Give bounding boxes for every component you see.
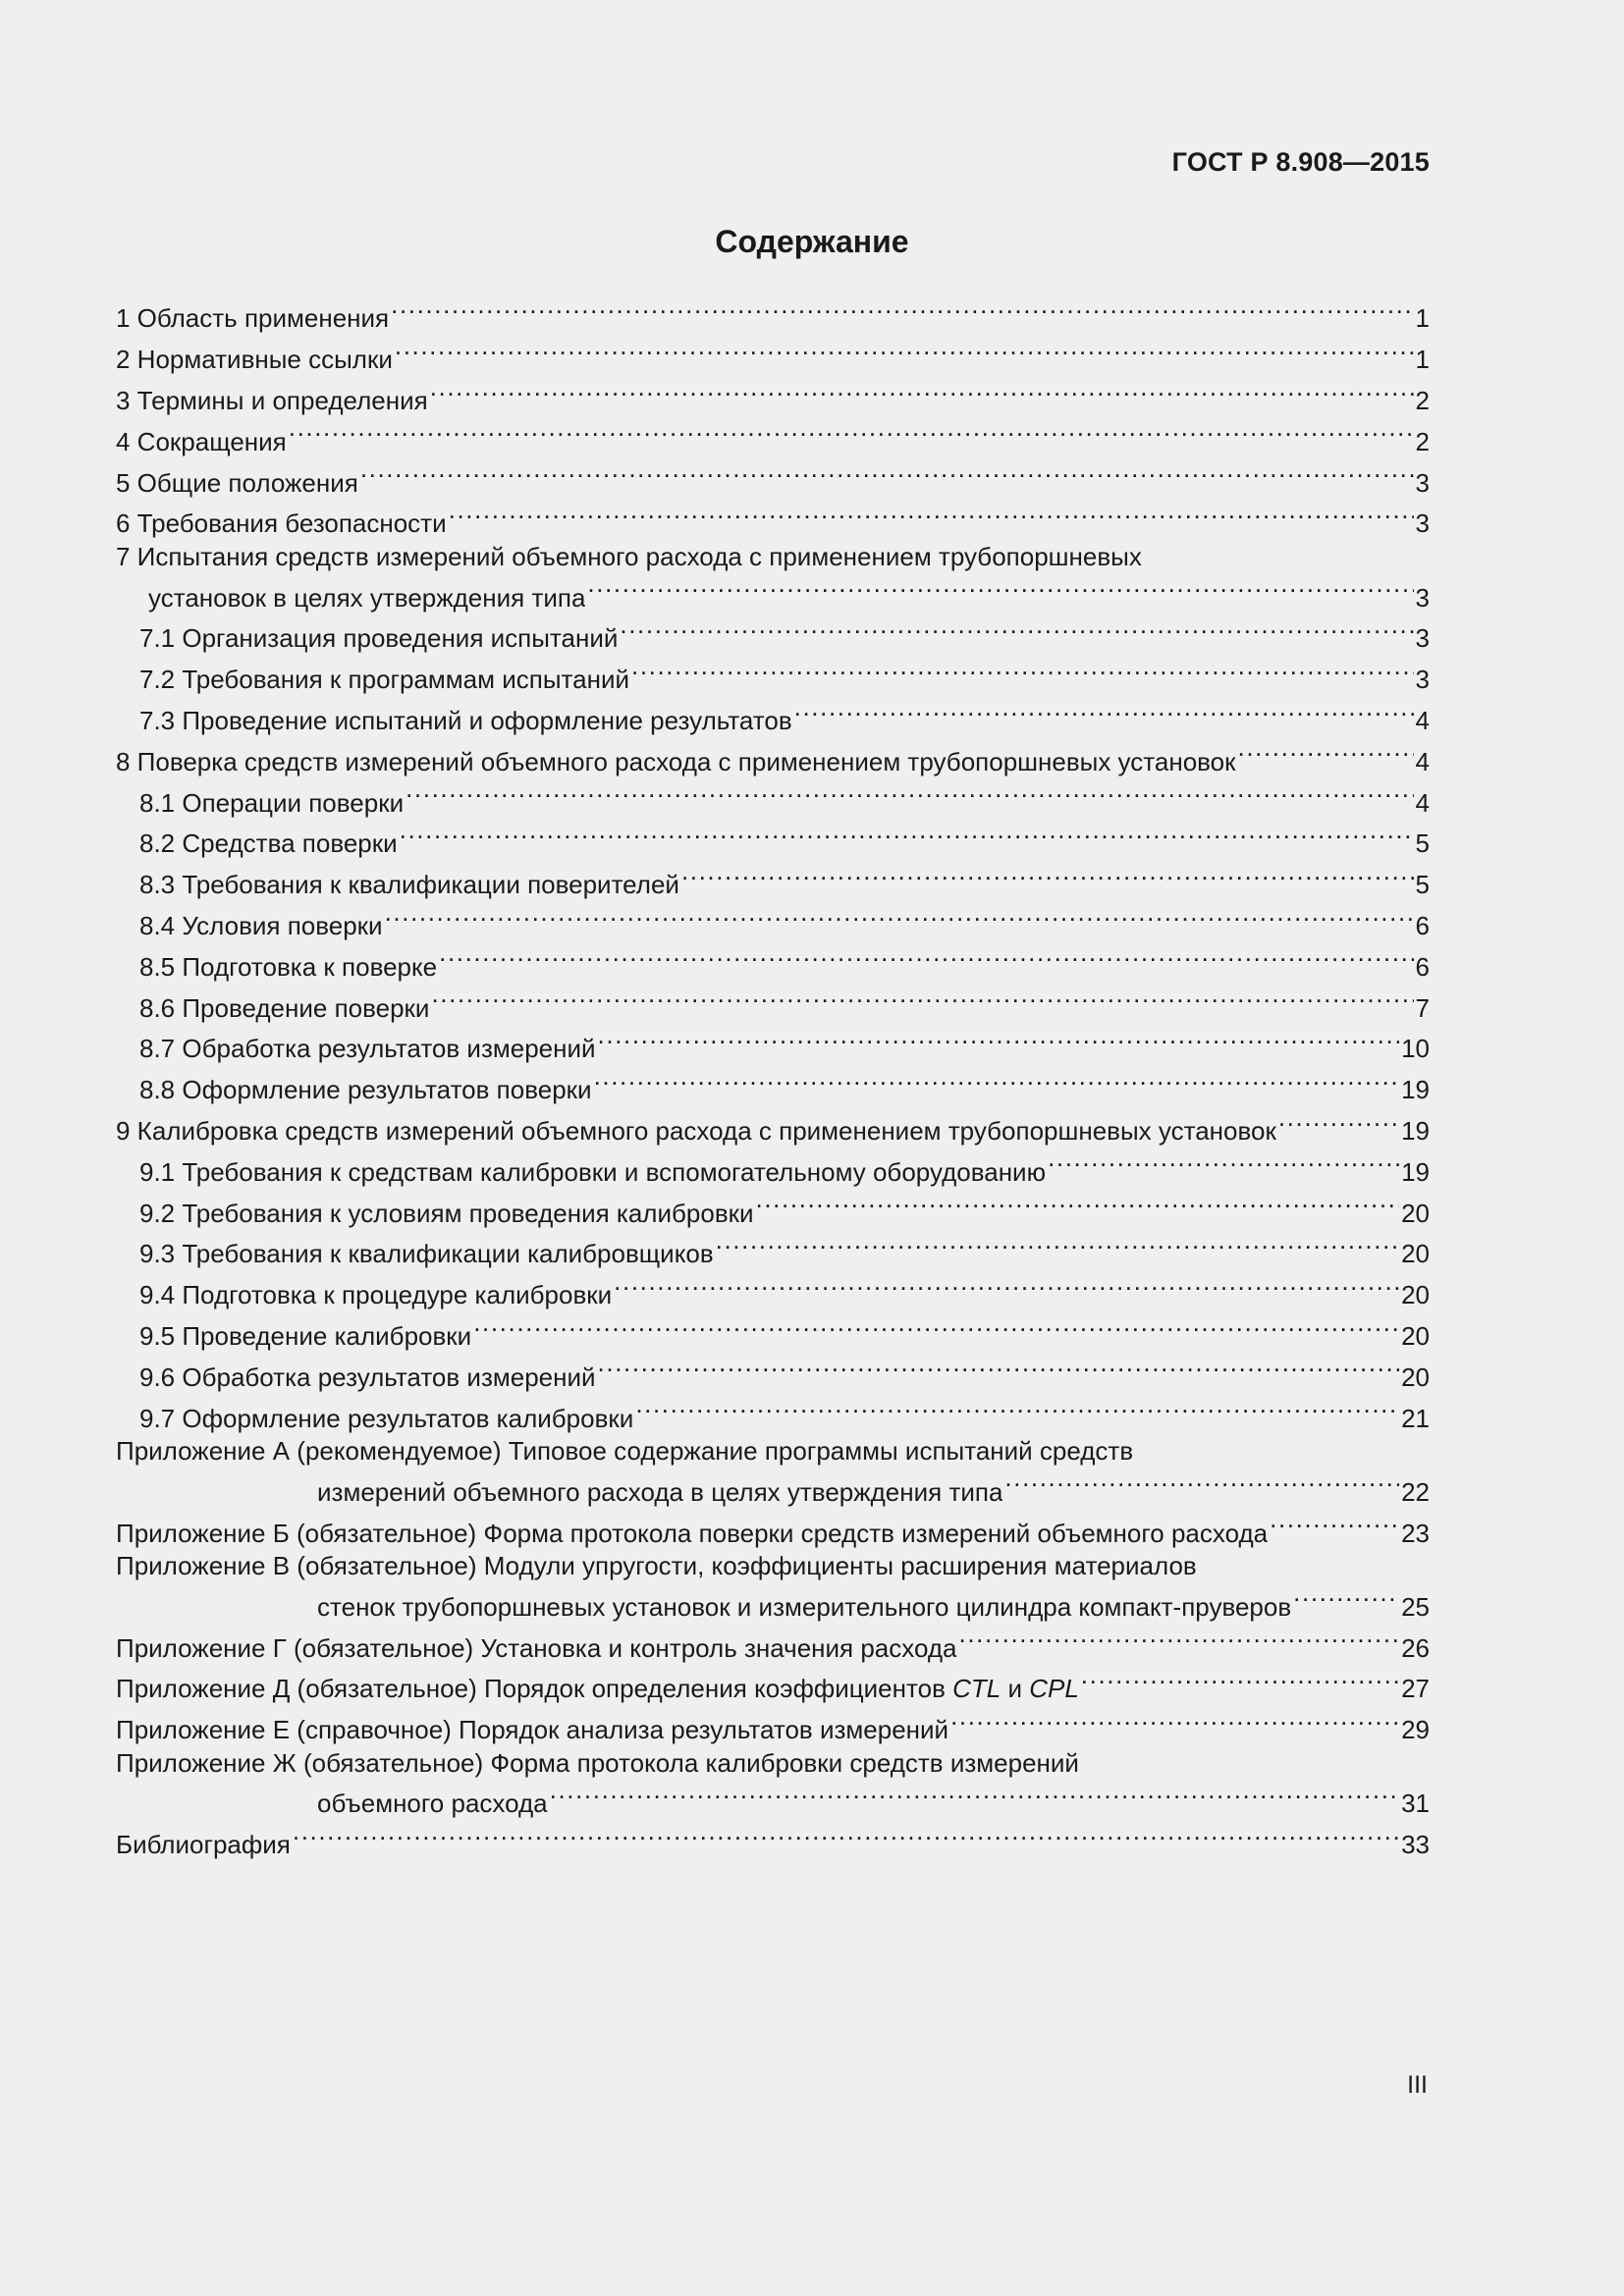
toc-page-number: 1 xyxy=(1415,345,1430,375)
toc-page-number: 20 xyxy=(1401,1239,1430,1269)
toc-entry-first-line[interactable]: Приложение В (обязательное) Модули упругости, коэффициенты расширения материалов xyxy=(116,1550,1197,1580)
toc-page-number: 7 xyxy=(1415,992,1430,1023)
dot-leader xyxy=(612,1271,1399,1304)
dot-leader xyxy=(291,1821,1399,1853)
toc-entry[interactable]: Приложение Е (справочное) Порядок анализа результатов измерений ..... 29 xyxy=(116,1706,1430,1747)
toc-entry[interactable]: 9.2 Требования к условиям проведения калибровки ..... 20 xyxy=(116,1189,1430,1230)
toc-entry[interactable]: 8.7 Обработка результатов измерений ..... 10 xyxy=(116,1025,1430,1066)
toc-entry[interactable]: установок в целях утверждения типа ..... 3 xyxy=(116,573,1430,614)
dot-leader xyxy=(792,697,1414,729)
toc-entry[interactable]: 3 Термины и определения ..... 2 xyxy=(116,377,1430,418)
dot-leader xyxy=(596,1025,1400,1057)
toc-entry[interactable]: 9.6 Обработка результатов измерений ..... 20 xyxy=(116,1353,1430,1394)
dot-leader xyxy=(1046,1148,1399,1180)
toc-entry[interactable]: 7.3 Проведение испытаний и оформление результатов ..... 4 xyxy=(116,697,1430,738)
toc-entry[interactable]: 2 Нормативные ссылки ..... 1 xyxy=(116,336,1430,377)
toc-entry[interactable]: 7.1 Организация проведения испытаний ..... 3 xyxy=(116,614,1430,656)
dot-leader xyxy=(1002,1468,1399,1500)
dot-leader xyxy=(428,377,1414,409)
toc-entry[interactable]: 8.3 Требования к квалификации поверителей ..... 5 xyxy=(116,861,1430,902)
toc-page-number: 6 xyxy=(1415,910,1430,940)
toc-entry-first-line[interactable]: Приложение А (рекомендуемое) Типовое содержание программы испытаний средств xyxy=(116,1435,1134,1466)
dot-leader xyxy=(393,336,1414,368)
toc-page-number: 19 xyxy=(1401,1075,1430,1105)
dot-leader xyxy=(447,500,1414,532)
dot-leader xyxy=(957,1624,1400,1656)
toc-page-number: 3 xyxy=(1415,508,1430,539)
dot-leader xyxy=(618,614,1413,647)
dot-leader xyxy=(1079,1665,1399,1697)
toc-entry[interactable]: 8.4 Условия поверки ..... 6 xyxy=(116,902,1430,943)
toc-page-number: 4 xyxy=(1415,705,1430,735)
dot-leader xyxy=(548,1780,1399,1812)
dot-leader xyxy=(1268,1509,1399,1541)
dot-leader xyxy=(358,458,1414,491)
dot-leader xyxy=(1236,737,1414,770)
toc-title: Содержание xyxy=(715,224,909,259)
toc-entry[interactable]: объемного расхода ..... 31 xyxy=(116,1780,1430,1821)
toc-page-number: 20 xyxy=(1401,1362,1430,1392)
toc-entry[interactable]: 8.8 Оформление результатов поверки ..... 19 xyxy=(116,1066,1430,1107)
toc-page-number: 26 xyxy=(1401,1632,1430,1663)
dot-leader xyxy=(592,1066,1400,1098)
toc-entry[interactable]: 9.3 Требования к квалификации калибровщиков ..... 20 xyxy=(116,1230,1430,1271)
toc-entry-first-line[interactable]: 7 Испытания средств измерений объемного расхода с применением трубопоршневых xyxy=(116,541,1142,571)
toc-page-number: 31 xyxy=(1401,1789,1430,1819)
dot-leader xyxy=(1276,1107,1399,1140)
dot-leader xyxy=(714,1230,1399,1262)
dot-leader xyxy=(679,861,1414,893)
toc-entry[interactable]: стенок трубопоршневых установок и измерительного цилиндра компакт-пруверов ..... 25 xyxy=(116,1582,1430,1624)
dot-leader xyxy=(1291,1582,1399,1615)
toc-page-number: 10 xyxy=(1401,1034,1430,1064)
toc-entry[interactable]: 7.2 Требования к программам испытаний ..... 3 xyxy=(116,656,1430,697)
document-code: ГОСТ Р 8.908—2015 xyxy=(1171,147,1430,177)
toc-entry[interactable]: 6 Требования безопасности ..... 3 xyxy=(116,500,1430,541)
toc-page-number: 19 xyxy=(1401,1115,1430,1146)
page-number: III xyxy=(1407,2071,1428,2099)
toc-page-number: 21 xyxy=(1401,1403,1430,1433)
toc-entry[interactable]: 8.2 Средства поверки ..... 5 xyxy=(116,820,1430,861)
toc-entry[interactable]: 9.1 Требования к средствам калибровки и вспомогательному оборудованию ..... 19 xyxy=(116,1148,1430,1189)
toc-entry[interactable]: 9 Калибровка средств измерений объемного расхода с применением трубопоршневых установок ..... 19 xyxy=(116,1107,1430,1148)
dot-leader xyxy=(398,820,1414,852)
dot-leader xyxy=(596,1353,1400,1385)
toc-page-number: 19 xyxy=(1401,1156,1430,1187)
toc-page-number: 4 xyxy=(1415,746,1430,776)
toc-page-number: 1 xyxy=(1415,303,1430,334)
dot-leader xyxy=(633,1394,1399,1426)
toc-page-number: 3 xyxy=(1415,665,1430,695)
toc-page-number: 3 xyxy=(1415,623,1430,654)
toc-entry[interactable]: 8.5 Подготовка к поверке ..... 6 xyxy=(116,942,1430,984)
toc-entry[interactable]: 9.4 Подготовка к процедуре калибровки ..... 20 xyxy=(116,1271,1430,1312)
toc-entry-first-line[interactable]: Приложение Ж (обязательное) Форма протокола калибровки средств измерений xyxy=(116,1747,1079,1778)
toc-page-number: 5 xyxy=(1415,828,1430,859)
table-of-contents xyxy=(116,294,1430,1862)
toc-entry[interactable]: 5 Общие положения ..... 3 xyxy=(116,458,1430,500)
toc-page-number: 22 xyxy=(1401,1476,1430,1507)
toc-entry[interactable]: 9.5 Проведение калибровки ..... 20 xyxy=(116,1312,1430,1354)
dot-leader xyxy=(754,1189,1400,1221)
toc-page-number: 20 xyxy=(1401,1320,1430,1351)
toc-page-number: 3 xyxy=(1415,467,1430,498)
toc-page-number: 3 xyxy=(1415,582,1430,613)
toc-entry[interactable]: Приложение Г (обязательное) Установка и контроль значения расхода ..... 26 xyxy=(116,1624,1430,1665)
toc-entry[interactable]: 8.1 Операции поверки ..... 4 xyxy=(116,778,1430,820)
toc-page-number: 5 xyxy=(1415,870,1430,900)
dot-leader xyxy=(383,902,1414,934)
toc-page-number: 25 xyxy=(1401,1591,1430,1622)
dot-leader xyxy=(585,573,1413,606)
dot-leader xyxy=(287,417,1414,450)
dot-leader xyxy=(429,984,1413,1016)
toc-entry[interactable]: 1 Область применения ..... 1 xyxy=(116,294,1430,336)
toc-entry[interactable]: Приложение Д (обязательное) Порядок определения коэффициентов CTL и CPL ..... 27 xyxy=(116,1665,1430,1706)
toc-entry[interactable]: Приложение Б (обязательное) Форма протокола поверки средств измерений объемного расхода ..... 23 xyxy=(116,1509,1430,1550)
dot-leader xyxy=(948,1706,1399,1738)
toc-page-number: 23 xyxy=(1401,1518,1430,1548)
toc-page-number: 29 xyxy=(1401,1715,1430,1745)
dot-leader xyxy=(437,942,1413,975)
toc-page-number: 4 xyxy=(1415,787,1430,818)
dot-leader xyxy=(389,294,1413,327)
toc-entry[interactable]: Библиография ..... 33 xyxy=(116,1821,1430,1862)
toc-entry[interactable]: 4 Сокращения ..... 2 xyxy=(116,417,1430,458)
toc-entry[interactable]: 8.6 Проведение поверки ..... 7 xyxy=(116,984,1430,1025)
toc-page-number: 27 xyxy=(1401,1674,1430,1704)
abbr-cpl: CPL xyxy=(1029,1674,1079,1704)
toc-page-number: 33 xyxy=(1401,1830,1430,1860)
toc-entry[interactable]: 9.7 Оформление результатов калибровки ..... 21 xyxy=(116,1394,1430,1435)
dot-leader xyxy=(471,1312,1399,1345)
toc-page-number: 2 xyxy=(1415,426,1430,456)
toc-page-number: 2 xyxy=(1415,385,1430,415)
dot-leader xyxy=(629,656,1414,688)
dot-leader xyxy=(404,778,1413,811)
toc-page-number: 20 xyxy=(1401,1198,1430,1228)
toc-page-number: 20 xyxy=(1401,1280,1430,1310)
toc-page-number: 6 xyxy=(1415,951,1430,982)
toc-entry[interactable]: 8 Поверка средств измерений объемного расхода с применением трубопоршневых установок ..... 4 xyxy=(116,737,1430,778)
toc-entry[interactable]: измерений объемного расхода в целях утверждения типа ..... 22 xyxy=(116,1468,1430,1509)
abbr-ctl: CTL xyxy=(952,1674,1001,1704)
